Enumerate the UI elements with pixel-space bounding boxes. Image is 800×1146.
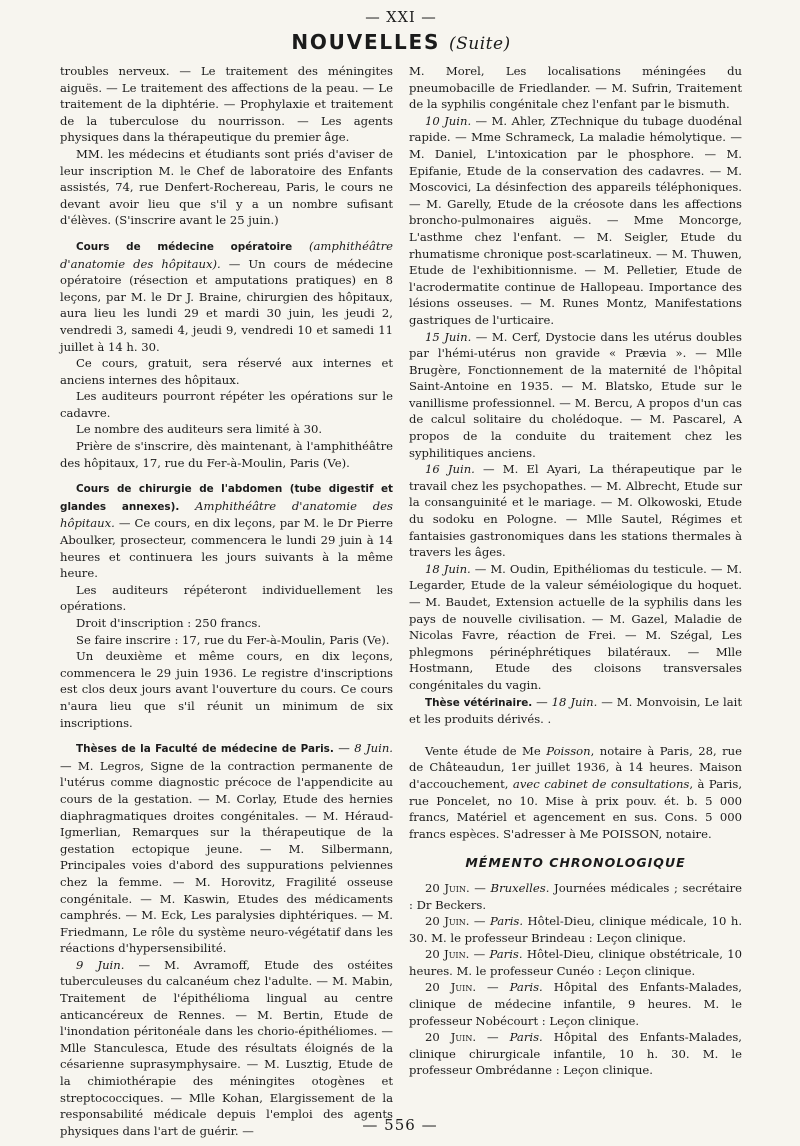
section-heading-italic: (amphithéâtre d'anatomie des hôpitaux).: [60, 238, 393, 271]
paragraph-text: — M. Cerf, Dystocie dans les utérus doubles par l'hémi-utérus non gravide « Prævia ». — Mlle Brugère, Fonctionnement de la maternité de l'hôpital Saint-Antoine en 1935. — M. Blatsko, Etude sur le vanillisme professionnel. — M. Bercu, A propos d'un cas de calcul solitaire du cholédoque. — M. Pascarel, A propos de la conduite du traitement chez les syphilitiques anciens.: [409, 329, 742, 460]
section-heading-italic: Amphithéâtre d'anatomie des hôpitaux.: [60, 498, 393, 531]
paragraph-text: — Un cours de médecine opératoire (résection et amputations pratiques) en 8 leçons, par M. le Dr J. Braine, chirurgien des hôpitaux, aura lieu les lundi 29 et mardi 30 juin, les jeudi 2, vendredi 3, samedi 4, jeudi 9, vendredi 10 et samedi 11 juillet à 14 h. 30.: [60, 256, 393, 354]
section-heading: Thèse vétérinaire.: [425, 696, 533, 709]
memento-entry: 20 Juin. — Paris. Hôtel-Dieu, clinique médicale, 10 h. 30. M. le professeur Brindeau : Leçon clinique.: [409, 914, 743, 945]
paragraph: [409, 329, 742, 462]
paragraph-text: — M. Ahler, ZTechnique du tubage duodénal rapide. — Mme Schrameck, La maladie hémolytique. — M. Daniel, L'intoxication par le phosphore. — M. Epifanie, Etude de la conservation des cadavres. — M. Moscovici, La désinfection des appareils téléphoniques. — M. Garelly, Etude de la créosote dans les affections broncho-pulmonaires aiguës. — Mme Moncorge, L'asthme chez l'enfant. — M. Seigler, Etude du rhumatisme chronique post-scarlatineux. — M. Thuwen, Etude de l'exhibitionnisme. — M. Pelletier, Etude de l'acrodermatite continue de Hallopeau. Importance des lésions osseuses. — M. Runes Montz, Manifestations gastriques de l'urticaire.: [409, 113, 742, 327]
paragraph-text: — M. El Ayari, La thérapeutique par le travail chez les psychopathes. — M. Albrecht, Etude sur la consanguinité et le mariage. — M. Olkowoski, Etude du sodoku en Pologne. — Mlle Sautel, Régimes et fantaisies gastronomiques dans les stations thermales à travers les âges.: [409, 462, 742, 560]
paragraph: troubles nerveux. — Le traitement des méningites aiguës. — Le traitement des affections de la peau. — Le traitement de la diphtérie. — Prophylaxie et traitement de la tuberculose du nourrisson. — Les agents physiques dans la thérapeutique du premier âge.: [60, 64, 393, 145]
date-label: 16 Juin.: [425, 462, 475, 477]
date-label: — 8 Juin. —: [60, 741, 393, 773]
date-label: 9 Juin.: [76, 957, 125, 972]
paragraph-text: — M. Oudin, Epithéliomas du testicule. — M. Legarder, Etude de la valeur séméiologique du hoquet. — M. Baudet, Extension actuelle de la syphilis dans les pays de nouvelle civilisation. — M. Gazel, Maladie de Nicolas Favre, réaction de Frei. — M. Szégal, Les phlegmons périnéphrétiques bilatéraux. — Mlle Hostmann, Etude des cloisons transversales congénitales du vagin.: [409, 561, 743, 692]
memento-heading: MÉMENTO CHRONOLOGIQUE: [465, 855, 686, 871]
date-label: 10 Juin.: [425, 113, 472, 128]
paragraph-text: — M. Monvoisin, Le lait et les produits dérivés. .: [409, 694, 742, 727]
sale-announcement: Vente étude de Me Poisson, notaire à Paris, 28, rue de Châteaudun, 1er juillet 1936, à 14 heures. Maison d'accouchement, avec cabinet de consultations, à Paris, rue Poncelet, no 10. Mise à prix pouv. ét. b. 5 000 francs, Matériel et agencement en sus. Cons. 5 000 francs espèces. S'adresser à Me POISSON, notaire.: [409, 743, 742, 841]
paragraph: MM. les médecins et étudiants sont priés d'aviser de leur inscription M. le Chef de laboratoire des Enfants assistés, 74, rue Denfert-Rochereau, Paris, le cours ne devant avoir lieu que s'il y a un nombre sufisant d'élèves. (S'inscrire avant le 25 juin.): [60, 146, 393, 228]
paragraph: Droit d'inscription : 250 francs.: [76, 616, 262, 630]
section-heading: Thèses de la Faculté de médecine de Paris.: [76, 743, 334, 756]
paragraph: [409, 113, 742, 329]
right-column: [409, 63, 742, 1139]
two-columns: [60, 63, 742, 1139]
paragraph: [409, 561, 742, 694]
section-heading: Cours de médecine opératoire: [76, 240, 293, 253]
section-these-veterinaire: [409, 694, 742, 728]
section-heading: Cours de chirurgie de l'abdomen (tube digestif et glandes annexes).: [60, 483, 393, 513]
title-main: NOUVELLES: [291, 30, 441, 54]
date-label: — 18 Juin.: [536, 694, 598, 709]
memento-entry: 20 Juin. — Paris. Hôpital des Enfants-Malades, clinique de médecine infantile, 9 heures. M. le professeur Nobécourt : Leçon clinique.: [409, 980, 742, 1028]
paragraph-text: M. Legros, Signe de la contraction permanente de l'utérus comme diagnostic précoce de l'appendicite au cours de la gestation. — M. Corlay, Etude des hernies diaphragmatiques droites congénitales. — M. Héraud-Igmerlian, Remarques sur la thérapeutique de la gestation ectopique jeune. — M. Silbermann, Principales voies d'abord des suppurations pelviennes chez la femme. — M. Horovitz, Fragilité osseuse congénitale. — M. Kaswin, Etudes des médicaments camphrés. — M. Eck, Les paralysies diphtériques. — M. Friedmann, Le rôle du système neuro-végétatif dans les réactions d'hypersensibilité.: [60, 758, 393, 956]
left-column: [60, 63, 393, 1139]
date-label: 18 Juin.: [425, 561, 471, 576]
paragraph: Prière de s'inscrire, dès maintenant, à l'amphithéâtre des hôpitaux, 17, rue du Fer-à-Moulin, Paris (Ve).: [60, 439, 393, 470]
section-theses: [60, 740, 393, 957]
paragraph: [60, 957, 393, 1140]
date-label: 15 Juin.: [425, 329, 472, 344]
paragraph: Les auditeurs pourront répéter les opérations sur le cadavre.: [60, 389, 393, 420]
title-suite: (Suite): [448, 34, 511, 54]
page-number: — 556 —: [362, 1116, 438, 1134]
section-chirurgie: [60, 480, 393, 582]
memento-entry: 20 Juin. — Paris. Hôpital des Enfants-Malades, clinique chirurgicale infantile, 10 h. 30. M. le professeur Ombrédanne : Leçon clinique.: [409, 1030, 742, 1078]
section-operatoire: [60, 238, 393, 355]
paragraph: Les auditeurs répéteront individuellement les opérations.: [60, 582, 393, 614]
paragraph: Un deuxième et même cours, en dix leçons, commencera le 29 juin 1936. Le registre d'inscriptions est clos deux jours avant l'ouverture du cours. Ce cours n'aura lieu que s'il réunit un minimum de six inscriptions.: [60, 649, 393, 730]
paragraph: [409, 461, 742, 561]
memento-list: [409, 880, 742, 1079]
paragraph: Le nombre des auditeurs sera limité à 30.: [76, 422, 323, 437]
memento-entry: 20 Juin. — Bruxelles. Journées médicales ; secrétaire : Dr Beckers.: [409, 880, 742, 912]
paragraph: Ce cours, gratuit, sera réservé aux internes et anciens internes des hôpitaux.: [60, 356, 393, 387]
paragraph-text: — Ce cours, en dix leçons, par M. le Dr Pierre Aboulker, prosecteur, commencera le lundi 29 juin à 14 heures et continuera les jours suivants à la même heure.: [60, 516, 393, 581]
page-title: [60, 28, 742, 56]
roman-page-number: — XXI —: [365, 10, 437, 26]
paragraph: M. Morel, Les localisations méningées du pneumobacille de Friedlander. — M. Sufrin, Traitement de la syphilis congénitale chez l'enfant par le bismuth.: [409, 64, 742, 112]
paragraph: Se faire inscrire : 17, rue du Fer-à-Moulin, Paris (Ve).: [76, 632, 390, 647]
memento-entry: 20 Juin. — Paris. Hôtel-Dieu, clinique obstétricale, 10 heures. M. le professeur Cunéo : Leçon clinique.: [409, 947, 742, 978]
paragraph-text: — M. Avramoff, Etude des ostéites tuberculeuses du calcanéum chez l'adulte. — M. Mabin, Traitement de l'épithélioma lingual au centre anticancéreux de Rennes. — M. Bertin, Etude de l'inondation péritonéale dans les chorio-épithéliomes. — Mlle Stanculesca, Etude des résultats éloignés de la césarienne suprasymphysaire. — M. Lusztig, Etude de la chimiothérapie des méningites otogènes et streptococciques. — Mlle Kohan, Elargissement de la responsabilité médicale depuis l'emploi des agents physiques dans l'art de guérir. —: [60, 957, 393, 1138]
